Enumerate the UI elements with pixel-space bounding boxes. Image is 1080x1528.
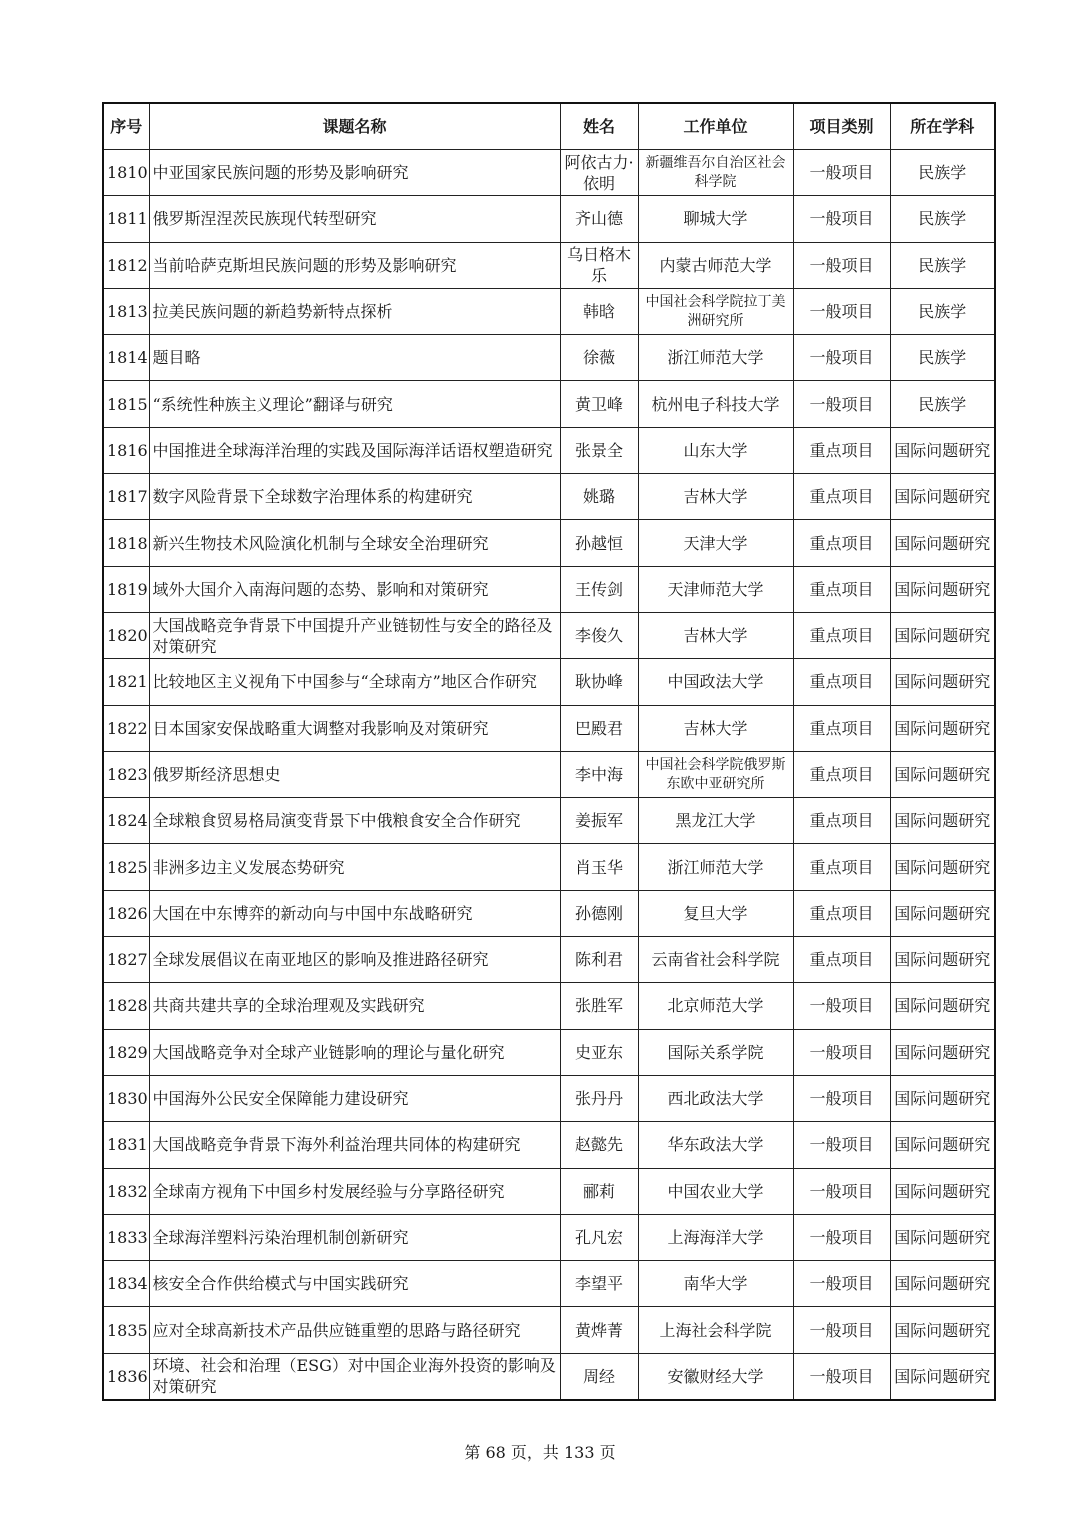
cell-name: 韩晗 [560,288,638,334]
cell-title: 环境、社会和治理（ESG）对中国企业海外投资的影响及对策研究 [149,1353,560,1399]
cell-index: 1829 [103,1029,149,1075]
cell-name: 张胜军 [560,983,638,1029]
cell-category: 重点项目 [793,751,890,797]
cell-index: 1830 [103,1075,149,1121]
cell-name: 徐薇 [560,335,638,381]
table-header [103,103,995,150]
cell-discipline: 国际问题研究 [890,1168,995,1214]
cell-discipline: 国际问题研究 [890,474,995,520]
cell-category: 重点项目 [793,937,890,983]
cell-index: 1827 [103,937,149,983]
cell-category: 一般项目 [793,1353,890,1399]
cell-discipline: 国际问题研究 [890,1307,995,1353]
cell-index: 1823 [103,751,149,797]
cell-discipline: 国际问题研究 [890,1353,995,1399]
cell-unit: 天津师范大学 [638,566,793,612]
cell-discipline: 民族学 [890,196,995,242]
cell-title: 大国在中东博弈的新动向与中国中东战略研究 [149,890,560,936]
cell-title: 全球海洋塑料污染治理机制创新研究 [149,1214,560,1260]
cell-category: 重点项目 [793,705,890,751]
cell-name: 孙德刚 [560,890,638,936]
cell-index: 1811 [103,196,149,242]
table-row [103,427,995,473]
cell-name: 孔凡宏 [560,1214,638,1260]
cell-index: 1814 [103,335,149,381]
cell-index: 1834 [103,1261,149,1307]
cell-index: 1817 [103,474,149,520]
cell-index: 1819 [103,566,149,612]
cell-discipline: 国际问题研究 [890,1122,995,1168]
cell-index: 1813 [103,288,149,334]
cell-unit: 上海社会科学院 [638,1307,793,1353]
cell-name: 阿依古力·依明 [560,150,638,196]
cell-name: 张丹丹 [560,1075,638,1121]
table-row [103,474,995,520]
table-row [103,983,995,1029]
table-row [103,1307,995,1353]
cell-index: 1831 [103,1122,149,1168]
table-row [103,751,995,797]
header-unit: 工作单位 [638,103,793,150]
cell-category: 重点项目 [793,798,890,844]
cell-unit: 内蒙古师范大学 [638,242,793,288]
table-row [103,1168,995,1214]
cell-discipline: 国际问题研究 [890,751,995,797]
cell-name: 孙越恒 [560,520,638,566]
cell-name: 肖玉华 [560,844,638,890]
cell-category: 重点项目 [793,474,890,520]
cell-index: 1821 [103,659,149,705]
cell-name: 耿协峰 [560,659,638,705]
cell-unit: 南华大学 [638,1261,793,1307]
table-body [103,150,995,1400]
cell-category: 一般项目 [793,288,890,334]
cell-unit: 国际关系学院 [638,1029,793,1075]
cell-unit: 安徽财经大学 [638,1353,793,1399]
cell-category: 一般项目 [793,150,890,196]
cell-category: 重点项目 [793,566,890,612]
cell-unit: 吉林大学 [638,705,793,751]
cell-category: 一般项目 [793,983,890,1029]
cell-name: 王传剑 [560,566,638,612]
cell-discipline: 国际问题研究 [890,566,995,612]
cell-unit: 华东政法大学 [638,1122,793,1168]
cell-discipline: 国际问题研究 [890,705,995,751]
cell-index: 1828 [103,983,149,1029]
cell-unit: 黑龙江大学 [638,798,793,844]
cell-discipline: 民族学 [890,335,995,381]
cell-category: 一般项目 [793,242,890,288]
page-number: 第 68 页，共 133 页 [464,1443,616,1462]
header-name: 姓名 [560,103,638,150]
cell-title: 全球粮食贸易格局演变背景下中俄粮食安全合作研究 [149,798,560,844]
table-row [103,659,995,705]
cell-category: 重点项目 [793,520,890,566]
table-row [103,335,995,381]
cell-title: 题目略 [149,335,560,381]
cell-category: 重点项目 [793,612,890,658]
cell-index: 1826 [103,890,149,936]
cell-discipline: 民族学 [890,381,995,427]
cell-category: 一般项目 [793,1029,890,1075]
cell-index: 1825 [103,844,149,890]
cell-index: 1820 [103,612,149,658]
header-index: 序号 [103,103,149,150]
table-row [103,1075,995,1121]
cell-discipline: 国际问题研究 [890,659,995,705]
cell-index: 1836 [103,1353,149,1399]
cell-unit: 山东大学 [638,427,793,473]
cell-discipline: 国际问题研究 [890,983,995,1029]
project-table [102,102,996,1401]
table-row [103,612,995,658]
cell-unit: 吉林大学 [638,612,793,658]
cell-unit: 北京师范大学 [638,983,793,1029]
cell-index: 1833 [103,1214,149,1260]
cell-category: 一般项目 [793,1214,890,1260]
cell-title: 大国战略竞争背景下海外利益治理共同体的构建研究 [149,1122,560,1168]
cell-index: 1815 [103,381,149,427]
cell-title: 大国战略竞争背景下中国提升产业链韧性与安全的路径及对策研究 [149,612,560,658]
cell-index: 1822 [103,705,149,751]
cell-category: 一般项目 [793,335,890,381]
cell-discipline: 国际问题研究 [890,520,995,566]
header-discipline: 所在学科 [890,103,995,150]
cell-title: 新兴生物技术风险演化机制与全球安全治理研究 [149,520,560,566]
cell-title: 共商共建共享的全球治理观及实践研究 [149,983,560,1029]
cell-title: 俄罗斯涅涅茨民族现代转型研究 [149,196,560,242]
cell-unit: 浙江师范大学 [638,844,793,890]
cell-discipline: 国际问题研究 [890,427,995,473]
table-row [103,196,995,242]
cell-title: 非洲多边主义发展态势研究 [149,844,560,890]
cell-unit: 中国社会科学院拉丁美洲研究所 [638,288,793,334]
table-row [103,1214,995,1260]
cell-category: 一般项目 [793,1168,890,1214]
table-row [103,844,995,890]
header-category: 项目类别 [793,103,890,150]
cell-discipline: 国际问题研究 [890,1029,995,1075]
cell-name: 巴殿君 [560,705,638,751]
cell-name: 李中海 [560,751,638,797]
cell-unit: 西北政法大学 [638,1075,793,1121]
cell-index: 1816 [103,427,149,473]
cell-name: 黄卫峰 [560,381,638,427]
cell-title: 日本国家安保战略重大调整对我影响及对策研究 [149,705,560,751]
cell-discipline: 民族学 [890,150,995,196]
cell-category: 重点项目 [793,659,890,705]
cell-index: 1810 [103,150,149,196]
table-row [103,890,995,936]
cell-unit: 复旦大学 [638,890,793,936]
cell-discipline: 国际问题研究 [890,798,995,844]
cell-title: 数字风险背景下全球数字治理体系的构建研究 [149,474,560,520]
cell-name: 史亚东 [560,1029,638,1075]
cell-category: 一般项目 [793,1075,890,1121]
cell-title: “系统性种族主义理论”翻译与研究 [149,381,560,427]
cell-name: 姚璐 [560,474,638,520]
cell-discipline: 国际问题研究 [890,1214,995,1260]
cell-discipline: 国际问题研究 [890,612,995,658]
cell-category: 重点项目 [793,844,890,890]
cell-category: 一般项目 [793,1122,890,1168]
table-row [103,1353,995,1399]
cell-name: 李俊久 [560,612,638,658]
cell-index: 1832 [103,1168,149,1214]
cell-unit: 浙江师范大学 [638,335,793,381]
cell-title: 核安全合作供给模式与中国实践研究 [149,1261,560,1307]
cell-category: 重点项目 [793,427,890,473]
cell-index: 1835 [103,1307,149,1353]
cell-discipline: 国际问题研究 [890,844,995,890]
project-table-container [102,102,994,1401]
cell-unit: 中国社会科学院俄罗斯东欧中亚研究所 [638,751,793,797]
cell-index: 1818 [103,520,149,566]
table-row [103,242,995,288]
cell-unit: 吉林大学 [638,474,793,520]
table-row [103,381,995,427]
cell-category: 一般项目 [793,1261,890,1307]
header-row [103,103,995,150]
cell-category: 重点项目 [793,890,890,936]
cell-unit: 新疆维吾尔自治区社会科学院 [638,150,793,196]
cell-unit: 中国农业大学 [638,1168,793,1214]
table-row [103,566,995,612]
cell-title: 比较地区主义视角下中国参与“全球南方”地区合作研究 [149,659,560,705]
header-title: 课题名称 [149,103,560,150]
cell-title: 全球发展倡议在南亚地区的影响及推进路径研究 [149,937,560,983]
table-row [103,150,995,196]
cell-title: 中亚国家民族问题的形势及影响研究 [149,150,560,196]
cell-index: 1824 [103,798,149,844]
cell-unit: 云南省社会科学院 [638,937,793,983]
cell-unit: 中国政法大学 [638,659,793,705]
cell-name: 李望平 [560,1261,638,1307]
table-row [103,288,995,334]
table-row [103,705,995,751]
cell-name: 乌日格木乐 [560,242,638,288]
cell-name: 陈利君 [560,937,638,983]
cell-title: 域外大国介入南海问题的态势、影响和对策研究 [149,566,560,612]
cell-category: 一般项目 [793,381,890,427]
cell-name: 周经 [560,1353,638,1399]
cell-category: 一般项目 [793,196,890,242]
cell-unit: 天津大学 [638,520,793,566]
cell-index: 1812 [103,242,149,288]
cell-name: 张景全 [560,427,638,473]
cell-title: 俄罗斯经济思想史 [149,751,560,797]
cell-title: 中国推进全球海洋治理的实践及国际海洋话语权塑造研究 [149,427,560,473]
table-row [103,1122,995,1168]
cell-discipline: 国际问题研究 [890,1261,995,1307]
table-row [103,1029,995,1075]
cell-name: 赵懿先 [560,1122,638,1168]
cell-discipline: 民族学 [890,242,995,288]
cell-unit: 上海海洋大学 [638,1214,793,1260]
cell-title: 大国战略竞争对全球产业链影响的理论与量化研究 [149,1029,560,1075]
table-row [103,937,995,983]
cell-unit: 杭州电子科技大学 [638,381,793,427]
cell-title: 中国海外公民安全保障能力建设研究 [149,1075,560,1121]
cell-title: 全球南方视角下中国乡村发展经验与分享路径研究 [149,1168,560,1214]
cell-category: 一般项目 [793,1307,890,1353]
cell-discipline: 国际问题研究 [890,1075,995,1121]
cell-discipline: 民族学 [890,288,995,334]
cell-name: 黄烨菁 [560,1307,638,1353]
table-row [103,1261,995,1307]
table-row [103,520,995,566]
cell-name: 郦莉 [560,1168,638,1214]
cell-name: 姜振军 [560,798,638,844]
cell-title: 应对全球高新技术产品供应链重塑的思路与路径研究 [149,1307,560,1353]
cell-title: 拉美民族问题的新趋势新特点探析 [149,288,560,334]
cell-title: 当前哈萨克斯坦民族问题的形势及影响研究 [149,242,560,288]
cell-unit: 聊城大学 [638,196,793,242]
cell-discipline: 国际问题研究 [890,937,995,983]
cell-name: 齐山德 [560,196,638,242]
cell-discipline: 国际问题研究 [890,890,995,936]
table-row [103,798,995,844]
